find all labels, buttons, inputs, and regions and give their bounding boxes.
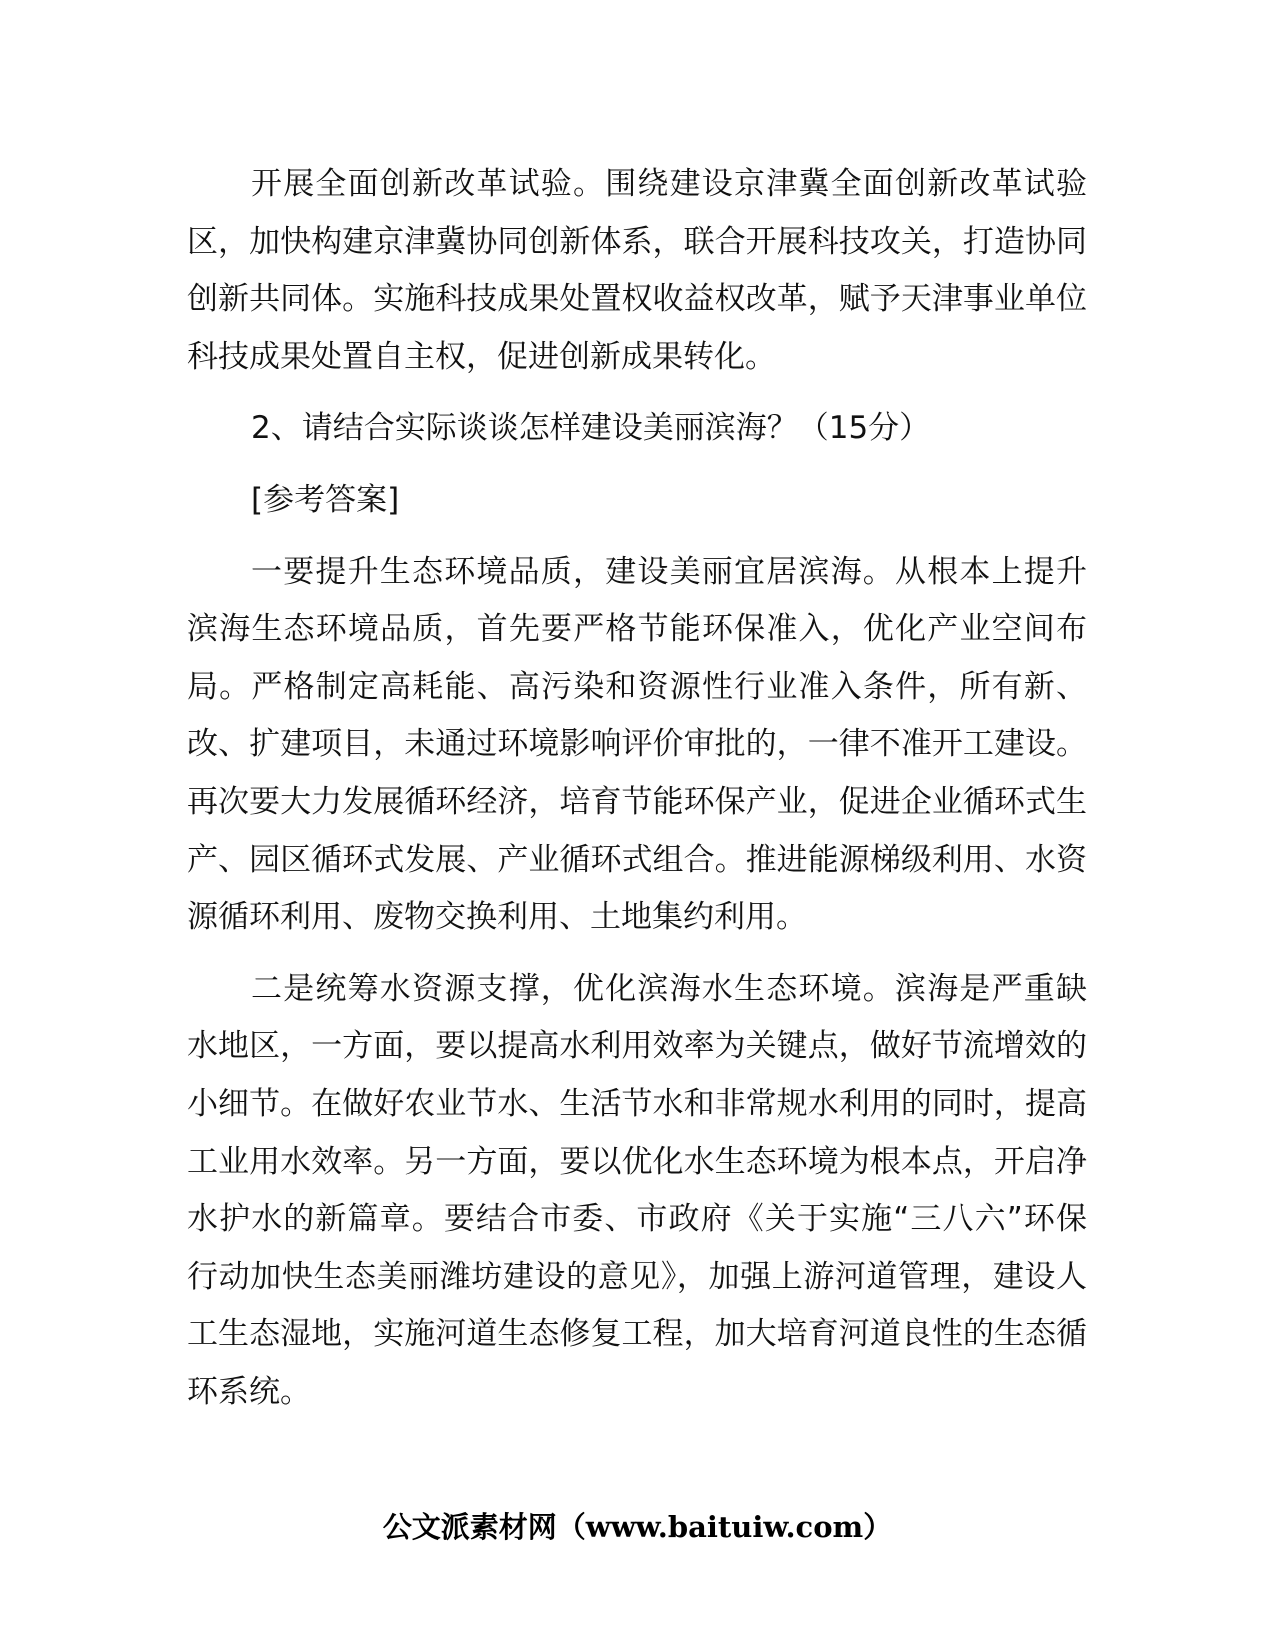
paragraph-innovation-reform: 开展全面创新改革试验。围绕建设京津冀全面创新改革试验区，加快构建京津冀协同创新体系，联合开展科技攻关，打造协同创新共同体。实施科技成果处置权收益权改革，赋予天津事业单位科技成果处置自主权，促进创新成果转化。 bbox=[187, 166, 1087, 375]
reference-answer-label: [参考答案] bbox=[251, 481, 400, 518]
question-heading: 2、请结合实际谈谈怎样建设美丽滨海？（15分） bbox=[251, 410, 931, 447]
paragraph-ecological-quality: 一要提升生态环境品质，建设美丽宜居滨海。从根本上提升滨海生态环境品质，首先要严格节能环保准入，优化产业空间布局。严格制定高耗能、高污染和资源性行业准入条件，所有新、改、扩建项目，未通过环境影响评价审批的，一律不准开工建设。再次要大力发展循环经济，培育节能环保产业，促进企业循环式生产、园区循环式发展、产业循环式组合。推进能源梯级利用、水资源循环利用、废物交换利用、土地集约利用。 bbox=[187, 553, 1087, 936]
paragraph-water-resources: 二是统筹水资源支撑，优化滨海水生态环境。滨海是严重缺水地区，一方面，要以提高水利用效率为关键点，做好节流增效的小细节。在做好农业节水、生活节水和非常规水利用的同时，提高工业用水效率。另一方面，要以优化水生态环境为根本点，开启净水护水的新篇章。要结合市委、市政府《关于实施“三八六”环保行动加快生态美丽潍坊建设的意见》，加强上游河道管理，建设人工生态湿地，实施河道生态修复工程，加大培育河道良性的生态循环系统。 bbox=[187, 970, 1087, 1410]
footer-watermark: 公文派素材网（www.baituiw.com） bbox=[382, 1510, 893, 1544]
document-body bbox=[187, 156, 1087, 1421]
